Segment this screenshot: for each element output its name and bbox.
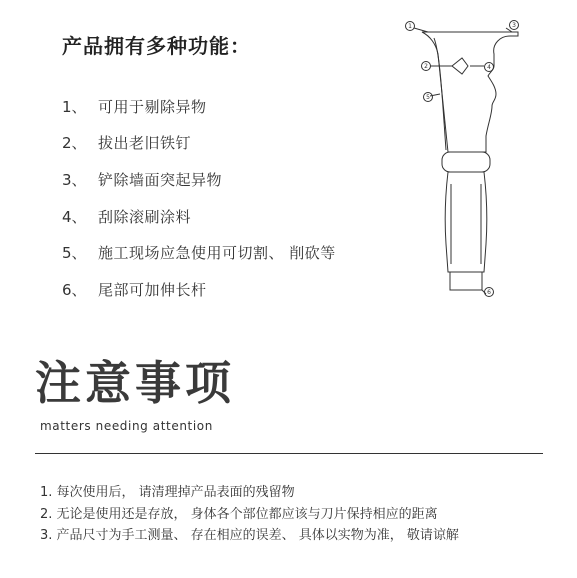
- ferrule: [442, 152, 490, 172]
- feature-item: [62, 125, 336, 162]
- feature-number: 4、: [62, 207, 87, 226]
- feature-text: 尾部可加伸长杆: [98, 280, 207, 299]
- feature-item: [62, 88, 336, 125]
- notice-list: [40, 480, 459, 545]
- scraper-tool-diagram: [400, 14, 530, 304]
- feature-number: 1、: [62, 97, 87, 116]
- feature-item: [62, 234, 336, 271]
- feature-text: 拔出老旧铁钉: [98, 134, 192, 153]
- notice-subtitle: matters needing attention: [40, 419, 213, 433]
- feature-number: 6、: [62, 280, 87, 299]
- blade-slot: [452, 58, 468, 74]
- callout-label: 2: [424, 63, 428, 70]
- callout-label: 5: [426, 94, 430, 101]
- notice-title: 注意事项: [35, 356, 235, 410]
- notice-item: 2. 无论是使用还是存放， 身体各个部位都应该与刀片保持相应的距离: [40, 506, 438, 522]
- feature-number: 2、: [62, 134, 87, 153]
- feature-list: [62, 88, 336, 308]
- feature-text: 刮除滚刷涂料: [98, 207, 192, 226]
- feature-number: 3、: [62, 170, 87, 189]
- blade-outline: [422, 32, 518, 152]
- callout-label: 6: [487, 289, 491, 296]
- feature-item: [62, 161, 336, 198]
- features-title: 产品拥有多种功能：: [62, 34, 251, 58]
- feature-number: 5、: [62, 244, 87, 263]
- notice-item: 1. 每次使用后， 请清理掉产品表面的残留物: [40, 485, 295, 501]
- end-cap: [450, 272, 482, 290]
- callout-label: 4: [487, 64, 491, 71]
- callout-label: 3: [512, 22, 516, 29]
- feature-text: 可用于剔除异物: [98, 97, 207, 116]
- notice-item: 3. 产品尺寸为手工测量、 存在相应的误差、 具体以实物为准， 敬请谅解: [40, 528, 459, 544]
- feature-text: 施工现场应急使用可切割、 削砍等: [98, 244, 336, 263]
- feature-text: 铲除墙面突起异物: [98, 170, 223, 189]
- callout-label: 1: [408, 23, 412, 30]
- feature-item: [62, 198, 336, 235]
- section-divider: [35, 453, 543, 454]
- feature-item: [62, 271, 336, 308]
